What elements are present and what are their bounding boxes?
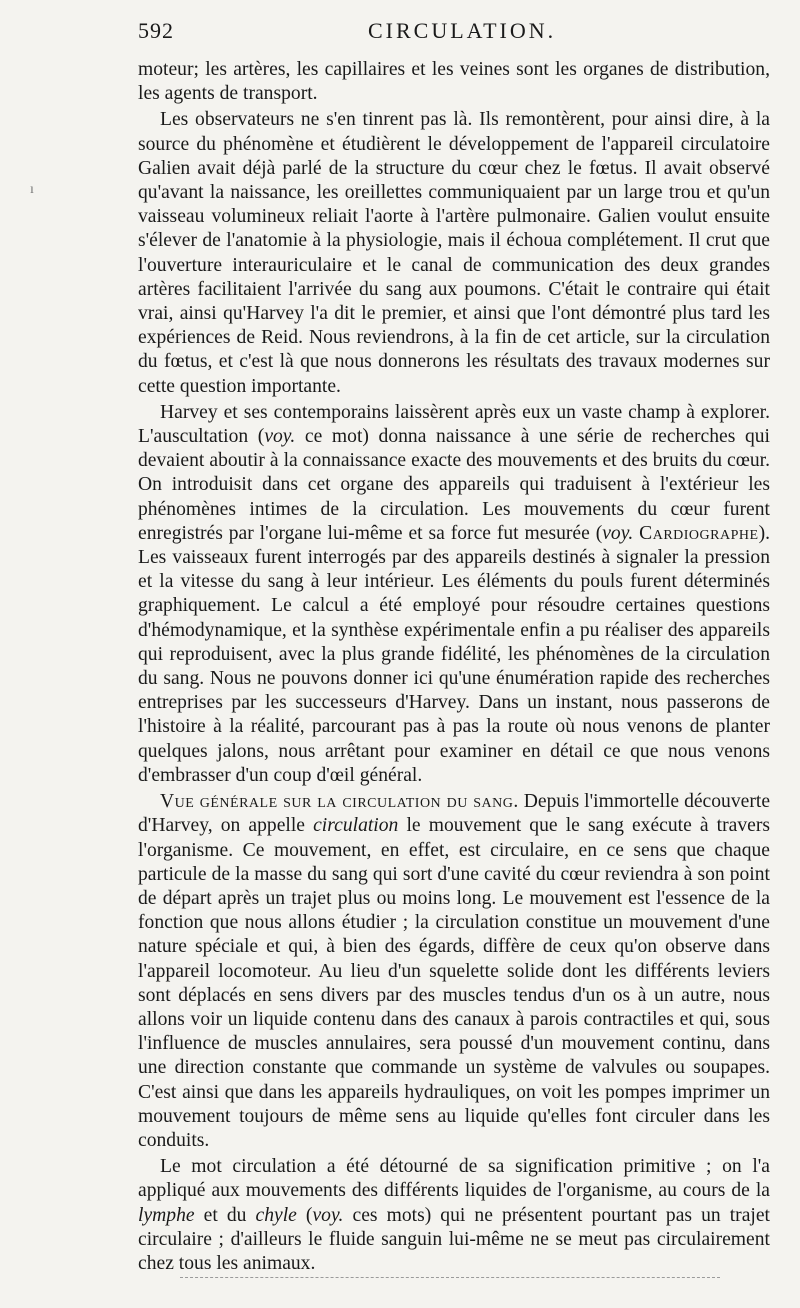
italic-text: voy.	[602, 522, 634, 544]
text-run: Les observateurs ne s'en tinrent pas là. Ils remontèrent, pour ainsi dire, à la source du phénomène et étudièrent le développement de l'appareil circulatoire Galien avait déjà parlé de la structure du cœur chez le fœtus. Il avait observé qu'avant la naissance, les oreillettes communiquaient par un large trou et qu'un vaisseau volumineux reliait l'aorte à l'artère pulmonaire. Galien voulut ensuite s'élever de l'anatomie à la physiologie, mais il échoua complétement. Il crut que l'ouverture interauriculaire et le canal de communication des deux grandes artères facilitaient l'arrivée du sang aux poumons. C'était le contraire qui était vrai, ainsi qu'Harvey l'a dit le premier, et ainsi que l'ont démontré plus tard les expériences de Reid. Nous reviendrons, à la fin de cet article, sur la circulation du fœtus, et c'est là que nous donnerons les résultats des travaux modernes sur cette question importante.	[138, 109, 770, 397]
small-caps-text: Vue générale sur la circulation du sang.	[160, 791, 519, 813]
section-paragraph	[138, 790, 770, 1153]
body-text	[138, 58, 770, 1278]
italic-text: circulation	[313, 815, 399, 837]
text-run: Le mot circulation a été détourné de sa signification primitive ; on l'a appliqué aux mouvements des différents liquides de l'organisme, au cours de la	[138, 1156, 770, 1202]
running-title: CIRCULATION.	[368, 18, 557, 43]
text-run: moteur; les artères, les capillaires et les veines sont les organes de distribution, les agents de transport.	[138, 59, 770, 105]
text-run: et du	[194, 1204, 256, 1226]
text-run: le mouvement que le sang exécute à travers l'organisme. Ce mouvement, en effet, est circulaire, en ce sens que chaque particule de la masse du sang qui sort d'une cavité du cœur reviendra à son point de départ après un trajet plus ou moins long. Le mouvement est l'essence de la fonction que nous allons étudier ; la circulation constitue un mouvement d'une nature spéciale et qui, à bien des égards, diffère de ceux qu'on observe dans l'appareil locomoteur. Au lieu d'un squelette solide dont les différents leviers sont déplacés en sens divers par des muscles tendus d'un os à un autre, nous allons voir un liquide contenu dans des canaux à parois contractiles et qui, sous l'influence de muscles annulaires, sera poussé d'un mouvement continu, dans une direction constante que commande un système de valvules ou soupapes. C'est ainsi que dans les appareils hydrauliques, on voit les pompes imprimer un mouvement toujours de même sens au liquide qu'elles font circuler dans les conduits.	[138, 815, 770, 1151]
paragraph	[138, 108, 770, 398]
text-run: Depuis l'immortelle découverte d'Harvey, on appelle	[138, 791, 771, 837]
paragraph	[138, 1155, 770, 1276]
text-run: ce mot) donna naissance à une série de recherches qui devaient aboutir à la connaissance exacte des mouvements et des bruits du cœur. On introduisit dans cet organe des appareils qui traduisent à l'extérieur les phénomènes intimes de la circulation. Les mouvements du cœur furent enregistrés par l'organe lui-même et sa force fut mesurée (	[138, 426, 770, 544]
bottom-rule	[180, 1277, 720, 1278]
margin-mark: ı	[30, 182, 34, 197]
page-number: 592	[138, 18, 174, 43]
text-run: Harvey et ses contemporains laissèrent après eux un vaste champ à explorer. L'auscultation (	[138, 401, 770, 448]
italic-text: lymphe	[138, 1204, 195, 1226]
small-caps-text: Cardiographe	[639, 522, 759, 544]
paragraph	[138, 58, 770, 106]
text-run: ces mots) qui ne présentent pourtant pas un trajet circulaire ; d'ailleurs le fluide sanguin lui-même ne se meut pas circulairement chez tous les animaux.	[138, 1204, 770, 1274]
paragraph	[138, 401, 770, 788]
text-run: (	[296, 1204, 313, 1226]
italic-text: chyle	[255, 1204, 297, 1226]
italic-text: voy.	[312, 1204, 344, 1226]
text-run: ). Les vaisseaux furent interrogés par des appareils destinés à signaler la pression et la vitesse du sang à leur intérieur. Les éléments du pouls furent déterminés graphiquement. Le calcul a été employé pour résoudre certaines questions d'hémodynamique, et la synthèse expérimentale enfin a pu réaliser des appareils qui reproduisent, avec la plus grande fidélité, les phénomènes de la circulation du sang. Nous ne pouvons donner ici qu'une énumération rapide des recherches entreprises par les successeurs d'Harvey. Dans un instant, nous passerons de l'histoire à la réalité, parcourant pas à pas la route où nous venons de planter quelques jalons, nous arrêtant pour examiner en détail ce que nous venons d'embrasser d'un coup d'œil général.	[138, 522, 770, 786]
italic-text: voy.	[264, 426, 296, 448]
page-header	[138, 18, 780, 48]
